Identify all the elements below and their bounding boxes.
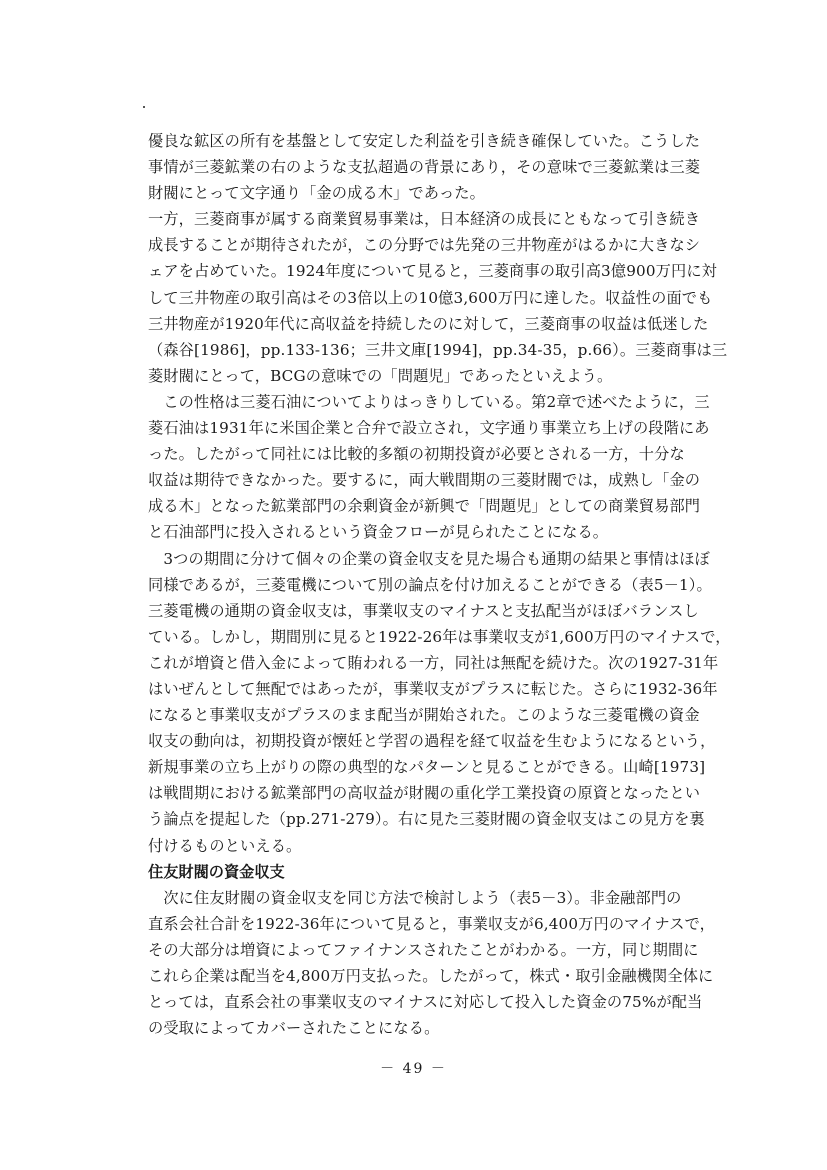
text-line: はいぜんとして無配ではあったが，事業収支がプラスに転じた。さらに1932-36年 <box>148 679 718 698</box>
text-line: この性格は三菱石油についてよりはっきりしている。第2章で述べたように，三 <box>148 392 710 411</box>
text-line: とっては，直系会社の事業収支のマイナスに対応して投入した資金の75%が配当 <box>148 993 703 1012</box>
text-line: 収益は期待できなかった。要するに，両大戦間期の三菱財閥では，成熟し「金の <box>148 471 701 490</box>
text-line: 三菱電機の通期の資金収支は，事業収支のマイナスと支払配当がほぼバランスし <box>148 601 699 620</box>
text-line: 直系会社合計を1922-36年について見ると，事業収支が6,400万円のマイナスで， <box>148 914 715 933</box>
paragraph-1 <box>148 128 720 206</box>
text-line: 成る木」となった鉱業部門の余剰資金が新興で「問題児」としての商業貿易部門 <box>148 497 701 516</box>
text-line: 3つの期間に分けて個々の企業の資金収支を見た場合も通期の結果と事情はほぼ <box>148 549 710 568</box>
text-line: になると事業収支がプラスのまま配当が開始された。このような三菱電機の資金 <box>148 706 700 725</box>
text-line: その大部分は増資によってファイナンスされたことがわかる。一方，同じ期間に <box>148 940 699 959</box>
text-line: ている。しかし，期間別に見ると1922-26年は事業収支が1,600万円のマイナスで， <box>148 627 731 646</box>
page-number: － 49 － <box>380 1061 447 1077</box>
text-line: して三井物産の取引高はその3倍以上の10億3,600万円に達した。収益性の面でも <box>148 288 713 307</box>
text-line: 収支の動向は，初期投資が懐妊と学習の過程を経て収益を生むようになるという， <box>148 732 716 751</box>
section-heading: 住友財閥の資金収支 <box>148 862 285 881</box>
text-line: 菱財閥にとって，BCGの意味での「問題児」であったといえよう。 <box>148 366 613 385</box>
text-line: った。したがって同社には比較的多額の初期投資が必要とされる一方，十分な <box>148 445 685 464</box>
text-line: 付けるものといえる。 <box>148 836 302 855</box>
text-line: 優良な鉱区の所有を基盤として安定した利益を引き続き確保していた。こうした <box>148 132 701 150</box>
text-line: 次に住友財閥の資金収支を同じ方法で検討しよう（表5－3）。非金融部門の <box>148 888 682 907</box>
text-line: 事情が三菱鉱業の右のような支払超過の背景にあり，その意味で三菱鉱業は三菱 <box>148 158 701 177</box>
text-line: これが増資と借入金によって賄われる一方，同社は無配を続けた。次の1927-31年 <box>148 653 719 672</box>
document-body <box>148 128 731 1041</box>
paragraph-2 <box>148 206 728 389</box>
text-line: と石油部門に投入されるという資金フローが見られたことになる。 <box>148 523 609 542</box>
scan-speck <box>143 106 145 108</box>
text-line: これら企業は配当を4,800万円支払った。したがって，株式・取引金融機関全体に <box>148 967 714 985</box>
text-line: 三井物産が1920年代に高収益を持続したのに対して，三菱商事の収益は低迷した <box>148 314 709 333</box>
text-line: の受取によってカバーされたことになる。 <box>148 1019 440 1038</box>
text-line: 菱石油は1931年に米国企業と合弁で設立され，文字通り事業立ち上げの段階にあ <box>148 419 710 438</box>
paragraph-5 <box>148 885 720 1042</box>
text-line: ェアを占めていた。1924年度について見ると，三菱商事の取引高3億900万円に対 <box>148 262 717 281</box>
paragraph-3 <box>148 389 720 546</box>
paragraph-4 <box>148 546 731 859</box>
text-line: 同様であるが，三菱電機について別の論点を付け加えることができる（表5－1）。 <box>148 575 712 594</box>
text-line: う論点を提起した（pp.271-279）。右に見た三菱財閥の資金収支はこの見方を裏 <box>148 810 705 829</box>
text-line: は戦間期における鉱業部門の高収益が財閥の重化学工業投資の原資となったとい <box>148 784 701 803</box>
text-line: 財閥にとって文字通り「金の成る木」であった。 <box>148 184 485 203</box>
text-line: 一方，三菱商事が属する商業貿易事業は，日本経済の成長にともなって引き続き <box>148 210 701 229</box>
text-line: 成長することが期待されたが，この分野では先発の三井物産がはるかに大きなシ <box>148 236 701 255</box>
text-line: （森谷[1986]，pp.133-136；三井文庫[1994]，pp.34-35，p.66）。三菱商事は三 <box>148 340 728 359</box>
text-line: 新規事業の立ち上がりの際の典型的なパターンと見ることができる。山崎[1973] <box>148 758 706 777</box>
